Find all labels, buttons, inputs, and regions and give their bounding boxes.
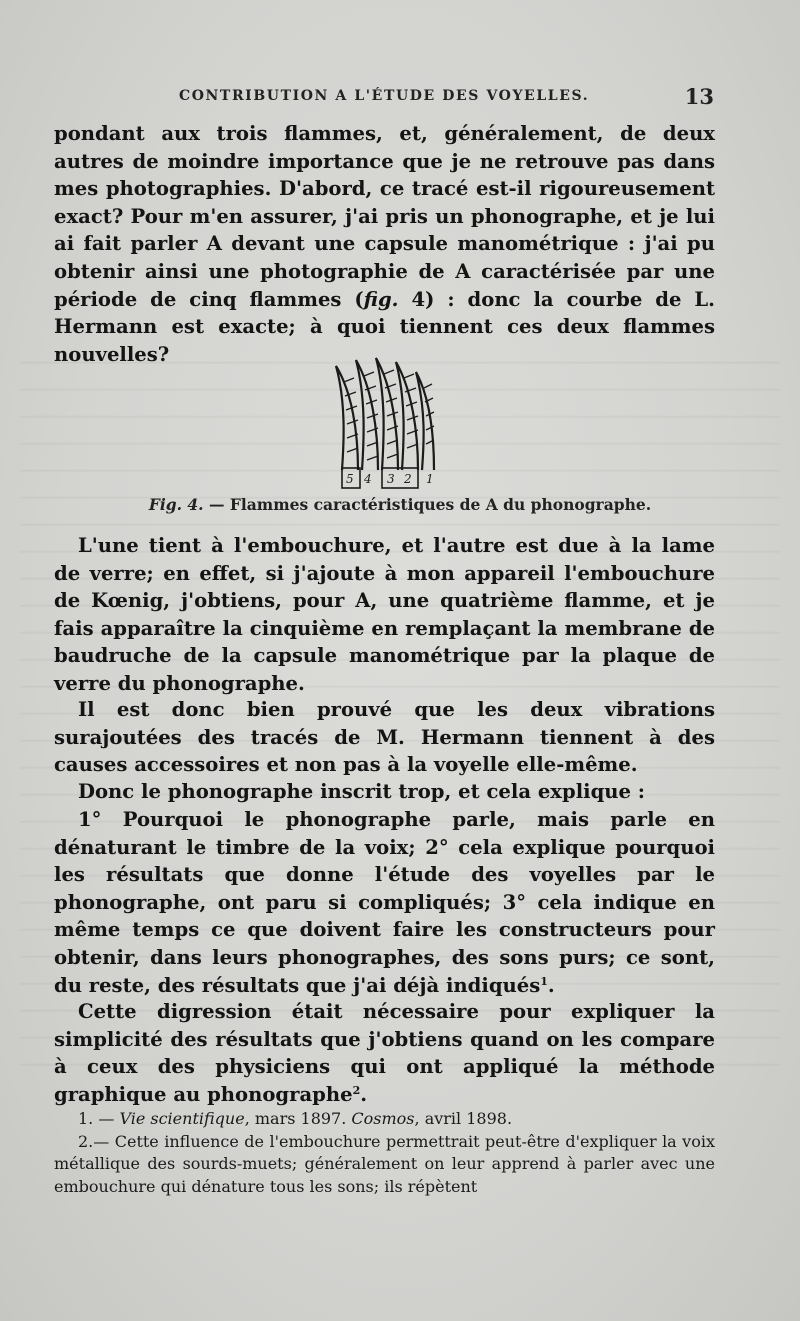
paragraph-5 — [54, 806, 715, 999]
flame-1 — [336, 366, 358, 470]
figure-caption — [80, 495, 720, 514]
flame-4 — [396, 362, 418, 470]
page-number: 13 — [684, 84, 714, 109]
paragraph-6-end: . — [360, 1082, 368, 1106]
paragraph-6-text: Cette digression était nécessaire pour expliquer la simplicité des résultats que j'obtiens quand on les compare à ceux des physiciens qui ont appliqué la méthode graphique au phonographe — [54, 1000, 715, 1106]
footnotes — [54, 1108, 715, 1198]
figure-ref-open: ( — [341, 287, 364, 311]
footnote-1-title-b: Cosmos — [351, 1109, 415, 1128]
footnote-ref-1: 1 — [540, 974, 548, 988]
paragraph-3: Il est donc bien prouvé que les deux vibrations surajoutées des tracés de M. Hermann tiennent à des causes accessoires et non pas à la voyelle elle-même. — [54, 698, 715, 777]
flame-mark-3: 3 — [387, 472, 395, 486]
paragraph-1 — [54, 120, 715, 368]
figure-label: Fig. 4. — [148, 495, 204, 514]
footnote-1-number: 1. — — [78, 1109, 120, 1128]
flame-figure — [330, 352, 440, 490]
paragraph-1-text: pondant aux trois flammes, et, généralement, de deux autres de moindre importance que je ne retrouve pas dans mes photographies. D'abord, ce tracé est-il rigoureusement exact? Pour m'en assurer, j'ai pris un phonographe, et je lui ai fait parler A devant une capsule manométrique : j'ai pu obtenir ainsi une photographie de A caractérisée par une période de cinq flammes — [54, 122, 715, 311]
flame-mark-2: 2 — [404, 472, 412, 486]
footnote-1-date-a: , mars 1897. — [244, 1109, 352, 1128]
figure-caption-text: — Flammes caractéristiques de A du phonographe. — [203, 495, 652, 514]
flame-3 — [376, 358, 398, 470]
running-title: CONTRIBUTION A L'ÉTUDE DES VOYELLES. — [179, 88, 590, 104]
paragraph-2: L'une tient à l'embouchure, et l'autre est due à la lame de verre; en effet, si j'ajoute à mon appareil l'embouchure de Kœnig, j'obtiens, pour A, une quatrième flamme, et je fais apparaître la cinquième en remplaçant la membrane de baudruche de la capsule manométrique par la plaque de verre du phonographe. — [54, 534, 715, 695]
flame-mark-4: 4 — [364, 472, 372, 486]
paragraph-5-text: 1° Pourquoi le phonographe parle, mais parle en dénaturant le timbre de la voix; 2° cela explique pourquoi les résultats que donne l'étude des voyelles par le phonographe, ont paru si compliqués; 3° cela indique en même temps ce que doivent faire les constructeurs pour obtenir, dans leurs phonographes, des sons purs; ce sont, du reste, des résultats que j'ai déjà indiqués — [54, 808, 715, 997]
footnote-ref-2: 2 — [352, 1083, 361, 1097]
flame-illustration — [330, 352, 440, 490]
figure-ref-number: 4) — [398, 287, 435, 311]
footnote-1-date-b: , avril 1898. — [414, 1109, 513, 1128]
page-header — [54, 84, 714, 114]
footnote-2: 2.— Cette influence de l'embouchure permettrait peut-être d'expliquer la voix métallique des sourds-muets; généralement on leur apprend à parler avec une embouchure qui dénature tous les sons; ils répètent — [54, 1131, 715, 1196]
paragraph-6 — [54, 998, 715, 1108]
paragraph-5-end: . — [547, 973, 555, 997]
footnote-1 — [54, 1108, 715, 1131]
paragraph-4: Donc le phonographe inscrit trop, et cela explique : — [78, 780, 646, 803]
flame-mark-1: 1 — [426, 472, 434, 486]
flame-mark-5: 5 — [346, 472, 354, 486]
figure-ref: fig. — [363, 287, 399, 311]
paragraph-1-end: : donc la courbe de L. Hermann est exacte; à quoi tiennent ces deux flammes nouvelles? — [54, 287, 715, 366]
footnote-1-title-a: Vie scientifique — [119, 1109, 245, 1128]
